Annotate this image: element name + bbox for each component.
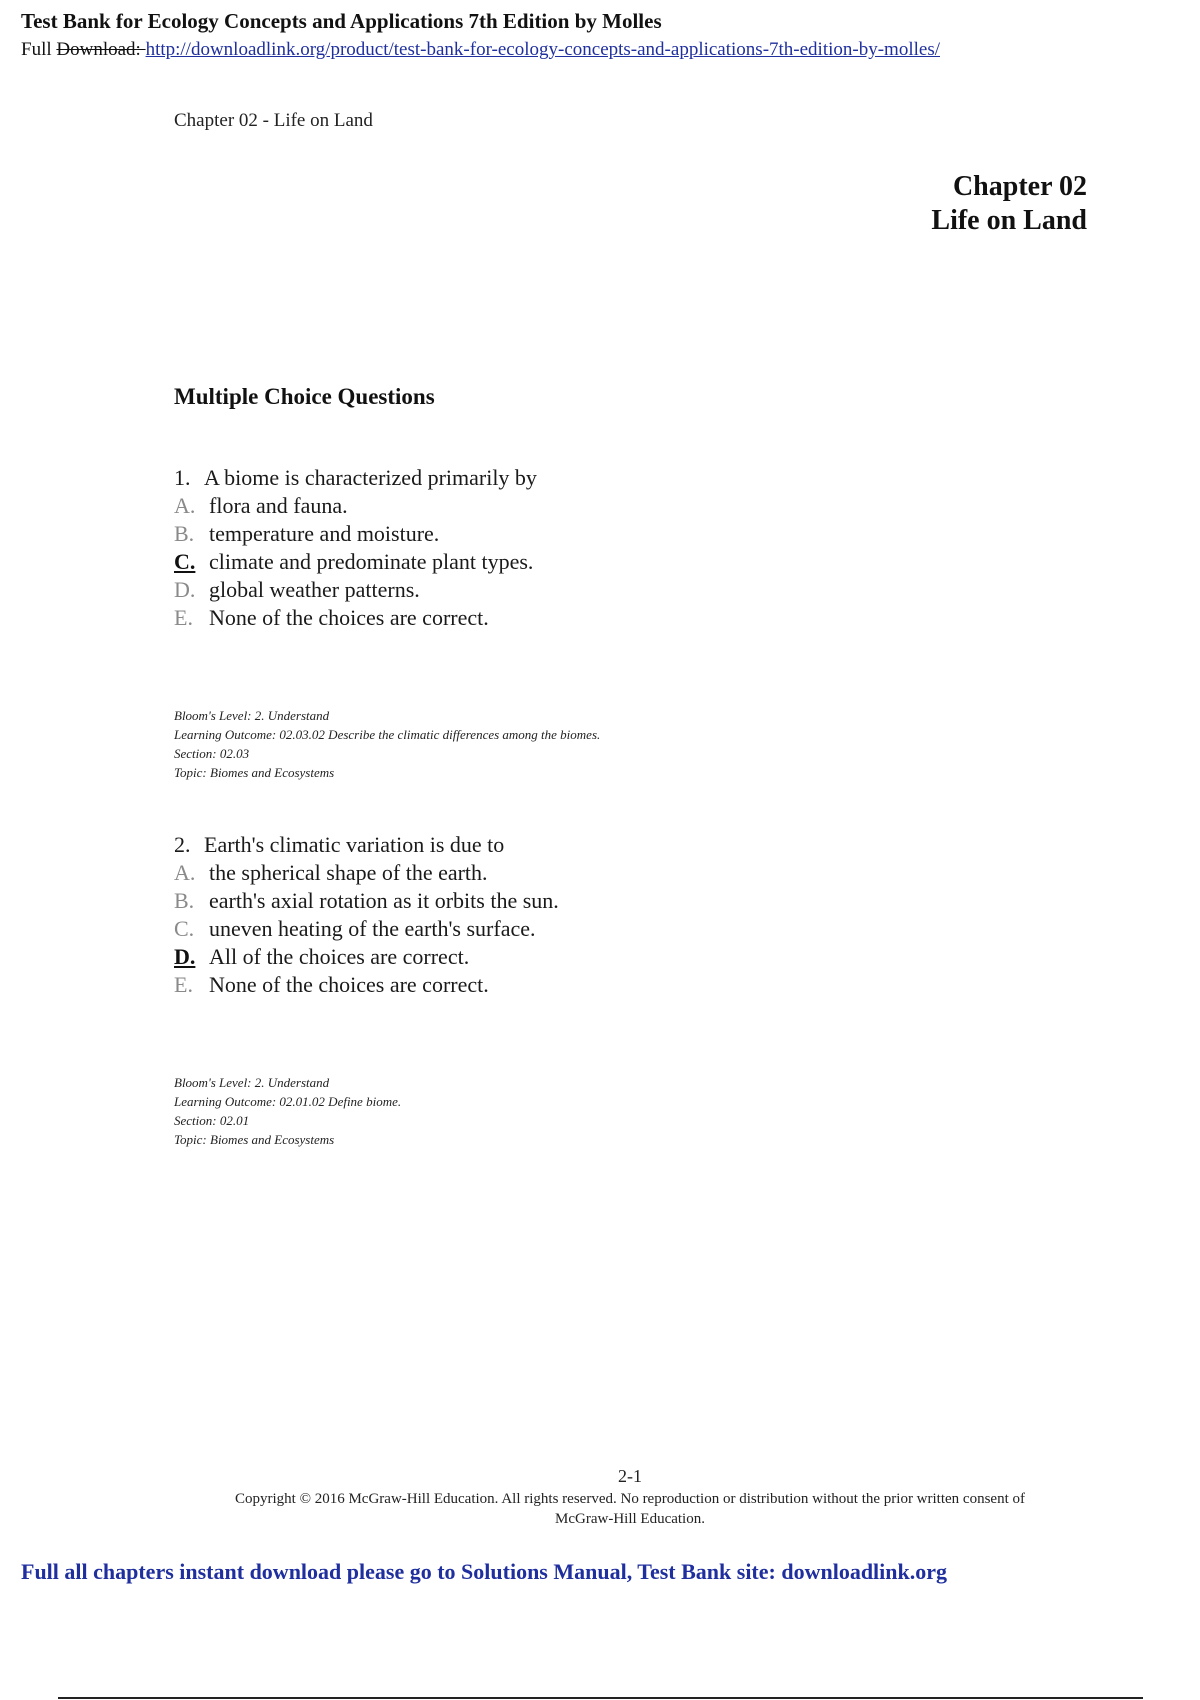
question-stem <box>174 831 559 859</box>
download-label: Download: <box>56 39 146 60</box>
choice-c <box>174 915 559 943</box>
correct-choice-letter: D. <box>174 944 196 969</box>
choice-text: global weather patterns. <box>209 577 420 602</box>
document-header-title: Test Bank for Ecology Concepts and Applications 7th Edition by Molles <box>21 9 662 33</box>
bottom-divider <box>58 1697 1143 1699</box>
chapter-number: Chapter 02 <box>952 171 1087 202</box>
correct-choice-letter: C. <box>174 549 196 574</box>
question-2-metadata <box>174 1073 401 1149</box>
choice-text: None of the choices are correct. <box>209 605 489 630</box>
choice-d <box>174 576 537 604</box>
choice-letter: A. <box>174 493 196 518</box>
choice-text: temperature and moisture. <box>209 521 440 546</box>
section-ref: Section: 02.01 <box>174 1113 250 1128</box>
choice-e <box>174 604 537 632</box>
question-text: A biome is characterized primarily by <box>204 465 537 490</box>
chapter-title: Life on Land <box>931 205 1087 236</box>
question-1 <box>174 464 537 632</box>
choice-b <box>174 520 537 548</box>
copyright-line-1: Copyright © 2016 McGraw-Hill Education. All rights reserved. No reproduction or distribution without the prior written consent of <box>234 1491 1025 1507</box>
download-line <box>21 39 940 61</box>
question-1-metadata <box>174 706 600 782</box>
topic: Topic: Biomes and Ecosystems <box>174 765 335 780</box>
blooms-level: Bloom's Level: 2. Understand <box>174 708 330 723</box>
question-stem <box>174 464 537 492</box>
section-ref: Section: 02.03 <box>174 746 250 761</box>
download-promo-banner[interactable]: Full all chapters instant download please go to Solutions Manual, Test Bank site: downloadlink.org <box>21 1559 948 1584</box>
choice-text: uneven heating of the earth's surface. <box>209 916 536 941</box>
learning-outcome: Learning Outcome: 02.03.02 Describe the climatic differences among the biomes. <box>174 727 601 742</box>
copyright-line-2: McGraw-Hill Education. <box>555 1511 705 1527</box>
choice-letter: A. <box>174 860 196 885</box>
choice-a <box>174 859 559 887</box>
choice-letter: E. <box>174 605 193 630</box>
choice-text: earth's axial rotation as it orbits the sun. <box>209 888 559 913</box>
blooms-level: Bloom's Level: 2. Understand <box>174 1075 330 1090</box>
choice-c-correct <box>174 548 537 576</box>
choice-letter: B. <box>174 888 195 913</box>
choice-a <box>174 492 537 520</box>
choice-d-correct <box>174 943 559 971</box>
choice-text: None of the choices are correct. <box>209 972 489 997</box>
copyright-notice <box>190 1489 1070 1529</box>
question-2 <box>174 831 559 999</box>
choice-letter: E. <box>174 972 193 997</box>
choice-text: flora and fauna. <box>209 493 348 518</box>
choice-b <box>174 887 559 915</box>
choice-text: All of the choices are correct. <box>209 944 470 969</box>
topic: Topic: Biomes and Ecosystems <box>174 1132 335 1147</box>
download-link[interactable]: http://downloadlink.org/product/test-bank-for-ecology-concepts-and-applications-7th-edition-by-molles/ <box>145 39 940 60</box>
download-prefix: Full <box>21 39 57 60</box>
section-heading: Multiple Choice Questions <box>174 384 435 409</box>
question-number: 1. <box>174 465 191 490</box>
running-head: Chapter 02 - Life on Land <box>174 110 373 131</box>
question-text: Earth's climatic variation is due to <box>204 832 505 857</box>
learning-outcome: Learning Outcome: 02.01.02 Define biome. <box>174 1094 402 1109</box>
choice-text: climate and predominate plant types. <box>209 549 534 574</box>
question-number: 2. <box>174 832 191 857</box>
choice-e <box>174 971 559 999</box>
choice-letter: D. <box>174 577 196 602</box>
choice-text: the spherical shape of the earth. <box>209 860 488 885</box>
choice-letter: C. <box>174 916 195 941</box>
chapter-heading <box>931 170 1087 238</box>
page-number: 2-1 <box>618 1466 642 1486</box>
choice-letter: B. <box>174 521 195 546</box>
